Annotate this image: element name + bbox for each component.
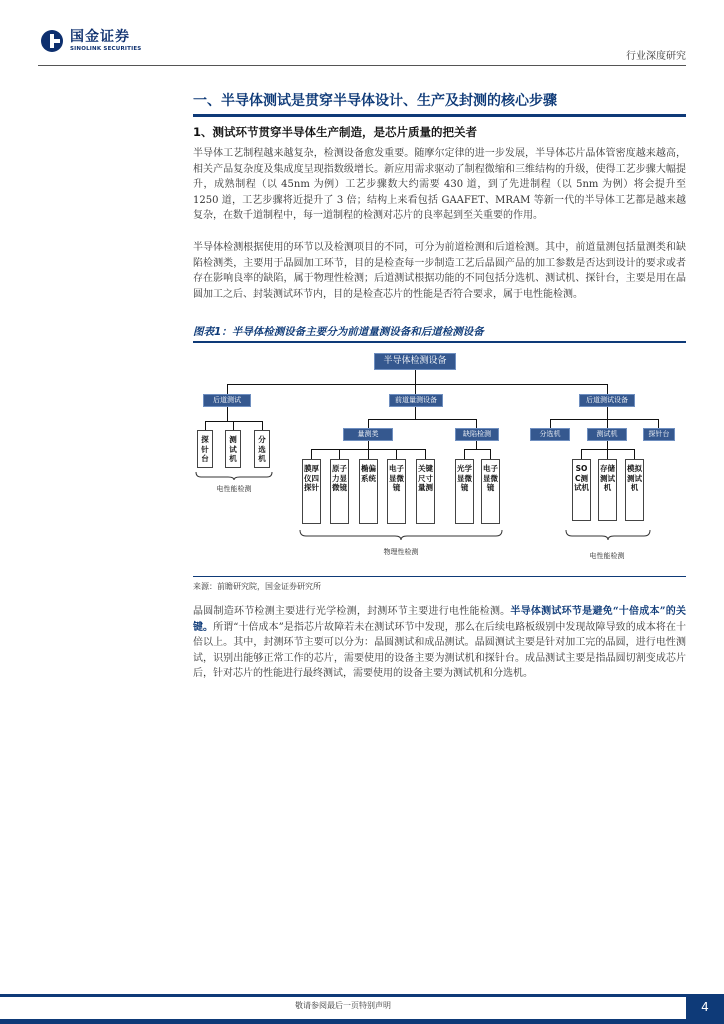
right-group-label: 电性能检测 — [589, 552, 625, 560]
metrology-item: 膜厚仪四探针 — [302, 459, 321, 524]
connector — [581, 449, 635, 450]
connector — [262, 421, 263, 430]
connector — [227, 384, 228, 394]
tester-item: 模拟测试机 — [625, 459, 644, 521]
connector — [368, 449, 369, 459]
figure-title: 图表1：半导体检测设备主要分为前道量测设备和后道检测设备 — [193, 326, 484, 338]
subnode-metrology: 量测类 — [343, 428, 393, 441]
connector — [368, 441, 369, 449]
figure-bottom-rule — [193, 576, 686, 577]
connector — [464, 449, 490, 450]
defect-item: 光学显微镜 — [455, 459, 474, 524]
connector — [476, 441, 477, 449]
connector — [339, 449, 340, 459]
sinolink-logo-icon — [40, 29, 64, 53]
report-category: 行业深度研究 — [626, 51, 686, 62]
branch-node-left: 后道测试 — [203, 394, 251, 407]
left-item: 探针台 — [197, 430, 213, 468]
left-group-label: 电性能检测 — [216, 485, 252, 493]
connector — [227, 384, 607, 385]
subnode-handler: 分选机 — [530, 428, 570, 441]
company-logo — [40, 29, 160, 55]
paragraph-1: 半导体工艺制程越来越复杂，检测设备愈发重要。随摩尔定律的进一步发展，半导体芯片晶体管密度越来越高，相关产品复杂度及集成度呈现指数级增长。新应用需求驱动了制程微缩和三维结构的升级，使得工艺步骤大幅提升，成熟制程（以 45nm 为例）工艺步骤数大约需要 430 道，到了先进制程（以 5nm 为例）将会提升至 1250 道，工艺步骤将近提升了 3 倍；结构上来看包括 GAAFET、MRAM 等新一代的半导体工艺都是越来越复杂，在数千道制程中，每一道制程的检测对芯片的良率起到至关重要的作用。 — [193, 148, 686, 222]
paragraph-3-intro: 晶圆制造环节检测主要进行光学检测，封测环节主要进行电性能检测。 — [193, 606, 511, 617]
footer-disclaimer: 敬请参阅最后一页特别声明 — [295, 1001, 391, 1010]
equipment-diagram — [193, 343, 686, 576]
logo-chinese-name: 国金证券 — [70, 29, 130, 45]
connector — [550, 419, 551, 428]
branch-node-middle: 前道量测设备 — [389, 394, 443, 407]
connector — [607, 407, 608, 419]
figure-source: 来源：前瞻研究院，国金证券研究所 — [193, 582, 321, 591]
connector — [425, 449, 426, 459]
connector — [415, 370, 416, 384]
connector — [415, 407, 416, 419]
connector — [368, 419, 476, 420]
connector — [233, 421, 234, 430]
header-divider — [38, 65, 686, 66]
left-bracket — [195, 471, 273, 481]
tester-item: SOC测试机 — [572, 459, 591, 521]
right-bracket — [565, 529, 651, 541]
connector — [607, 419, 608, 428]
subnode-defect-inspection: 缺陷检测 — [455, 428, 499, 441]
connector — [607, 384, 608, 394]
middle-group-label: 物理性检测 — [383, 548, 419, 556]
paragraph-3-emphasis: 半导体测试环节是避免“十倍成本”的关键。 — [193, 606, 686, 633]
metrology-item: 关键尺寸量测 — [416, 459, 435, 524]
left-item: 测试机 — [225, 430, 241, 468]
logo-english-name: SINOLINK SECURITIES — [70, 46, 142, 52]
connector — [476, 419, 477, 428]
connector — [396, 449, 397, 459]
connector — [205, 421, 263, 422]
connector — [227, 407, 228, 421]
page-number: 4 — [701, 1000, 709, 1014]
metrology-item: 椭偏系统 — [359, 459, 378, 524]
paragraph-2: 半导体检测根据使用的环节以及检测项目的不同，可分为前道检测和后道检测。其中，前道量测包括量测类和缺陷检测类，主要用于晶圆加工环节，目的是检查每一步制造工艺后晶圆产品的加工参数是否达到设计的要求或者存在影响良率的缺陷，属于物理性检测；后道测试根据功能的不同包括分选机、测试机、探针台，主要是用在晶圆加工之后、封装测试环节内，目的是检查芯片的性能是否符合要求，属于电性能检测。 — [193, 242, 686, 300]
paragraph-3-body: 所谓“十倍成本”是指芯片故障若未在测试环节中发现，那么在后续电路板级别中发现故障导致的成本将在十倍以上。其中，封测环节主要可以分为：晶圆测试和成品测试。晶圆测试主要是针对加工完的晶圆，进行电性测试，识别出能够正常工作的芯片，需要使用的设备主要为测试机和探针台。成品测试主要是指晶圆切割变成芯片后，针对芯片的性能进行最终测试，需要使用的设备主要为测试机和分选机。 — [193, 621, 687, 680]
defect-item: 电子显微镜 — [481, 459, 500, 524]
connector — [607, 441, 608, 449]
metrology-item: 电子显微镜 — [387, 459, 406, 524]
metrology-item: 原子力显微镜 — [330, 459, 349, 524]
connector — [464, 449, 465, 459]
connector — [550, 419, 658, 420]
diagram-root-node: 半导体检测设备 — [374, 353, 456, 370]
connector — [311, 449, 312, 459]
connector — [658, 419, 659, 428]
connector — [607, 449, 608, 459]
connector — [634, 449, 635, 459]
connector — [490, 449, 491, 459]
subsection-heading: 1、测试环节贯穿半导体生产制造，是芯片质量的把关者 — [193, 125, 477, 139]
middle-bracket — [299, 529, 503, 541]
paragraph-3 — [193, 604, 686, 682]
connector — [368, 419, 369, 428]
heading-rule — [193, 114, 686, 117]
connector — [415, 384, 416, 394]
section-heading: 一、半导体测试是贯穿半导体设计、生产及封测的核心步骤 — [193, 93, 557, 109]
subnode-prober: 探针台 — [643, 428, 675, 441]
left-item: 分选机 — [254, 430, 270, 468]
branch-node-right: 后道测试设备 — [579, 394, 635, 407]
connector — [205, 421, 206, 430]
subnode-tester: 测试机 — [587, 428, 627, 441]
connector — [581, 449, 582, 459]
tester-item: 存储测试机 — [598, 459, 617, 521]
